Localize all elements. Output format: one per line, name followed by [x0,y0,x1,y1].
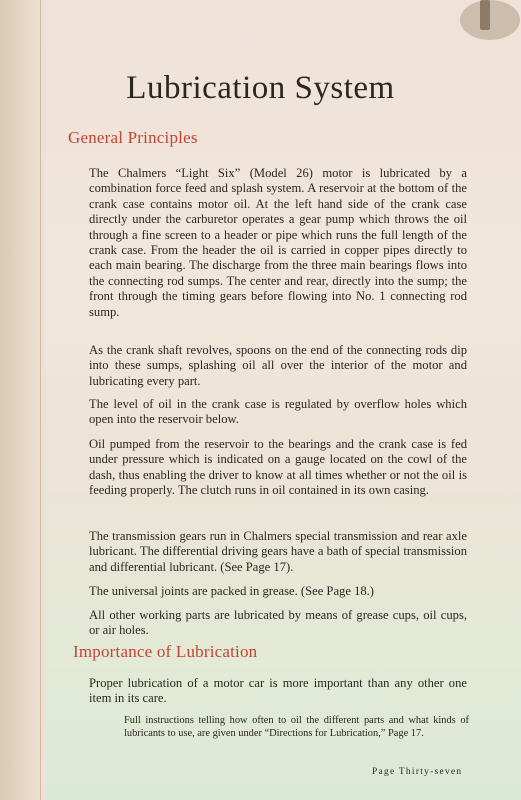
paragraph-oil-pressure: Oil pumped from the reservoir to the bearings and the crank case is fed under pressure which is indicated on a gauge located on the cowl of the dash, thus enabling the driver to know at all times whether or not the oil is feeding properly. The clutch runs in oil contained in its own casing. [89,437,467,498]
corner-stain [460,0,520,40]
section-heading-importance-of-lubrication: Importance of Lubrication [73,642,258,661]
paragraph-proper-lubrication: Proper lubrication of a motor car is more important than any other one item in its care. [89,676,467,706]
paragraph-oil-level: The level of oil in the crank case is regulated by overflow holes which open into the reservoir below. [89,397,467,427]
corner-tab-mark [480,0,490,30]
page-number: Page Thirty-seven [372,767,463,777]
section-heading-general-principles: General Principles [68,128,198,147]
paragraph-crank-shaft: As the crank shaft revolves, spoons on the end of the connecting rods dip into these sumps, splashing oil all over the interior of the motor and lubricating every part. [89,343,467,388]
paragraph-transmission: The transmission gears run in Chalmers special transmission and rear axle lubricant. The differential driving gears have a bath of special transmission and differential lubricant. (See Page 17). [89,529,467,574]
paragraph-lubrication-overview: The Chalmers “Light Six” (Model 26) motor is lubricated by a combination force feed and splash system. A reservoir at the bottom of the crank case contains motor oil. At the left hand side of the crank case directly under the carburetor operates a gear pump which throws the oil through a fine screen to a header or pipe which runs the full length of the crank case. From the header the oil is carried in copper pipes directly to each main bearing. The discharge from the three main bearings flows into the connecting rod sumps. The center and rear, directly into the sump; the front through the timing gears before flowing into No. 1 connecting rod sump. [89,166,467,319]
paragraph-universal-joints: The universal joints are packed in grease. (See Page 18.) [89,584,375,598]
footnote-instructions: Full instructions telling how often to oil the different parts and what kinds of lubricants to use, are given under “Directions for Lubrication,” Page 17. [124,715,469,739]
binding-fold-line [40,0,41,800]
page-title: Lubrication System [126,70,395,106]
paragraph-other-parts: All other working parts are lubricated by means of grease cups, oil cups, or air holes. [89,608,467,638]
